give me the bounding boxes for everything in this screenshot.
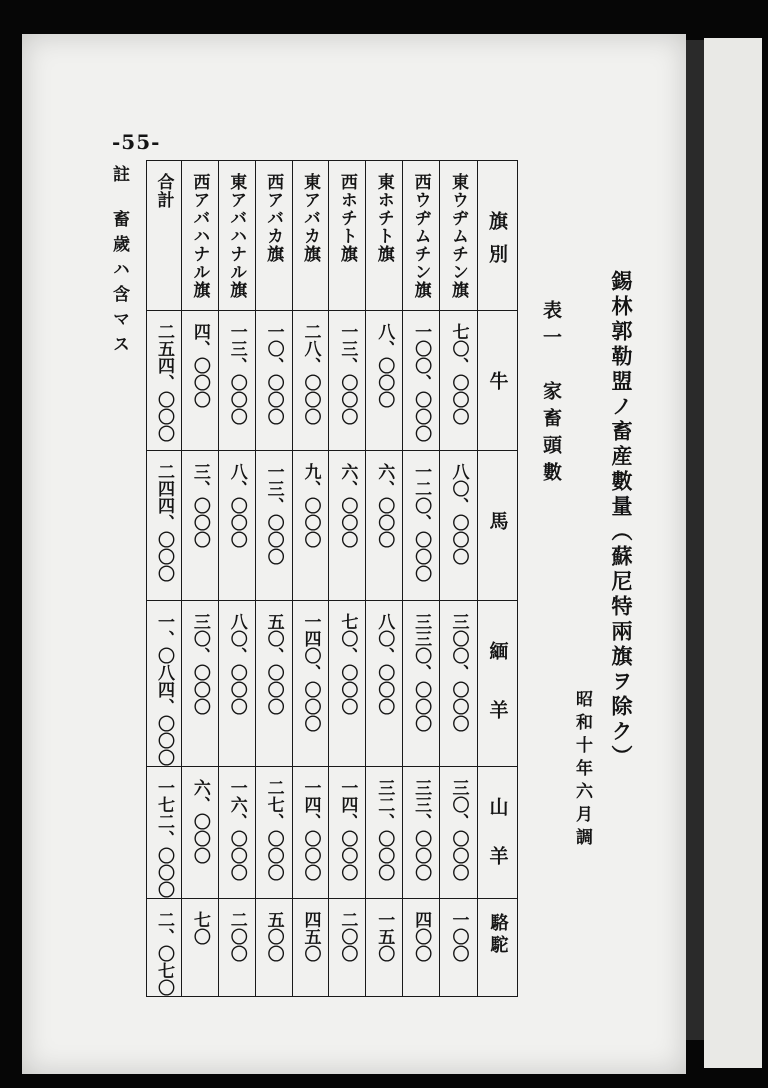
table-cell: 五〇、〇〇〇 [255,601,292,767]
table-cell: 七〇、〇〇〇 [440,311,478,451]
row-name: 東ホチト旗 [366,161,403,311]
table-cell: 七〇、〇〇〇 [329,601,366,767]
table-cell: 一〇〇、〇〇〇 [403,311,440,451]
table-cell: 八、〇〇〇 [218,451,255,601]
table-cell: 一二〇、〇〇〇 [403,451,440,601]
page-number: -55- [112,130,161,154]
table-cell: 五〇〇 [255,899,292,997]
row-name: 西アバカ旗 [255,161,292,311]
table-cell: 二八、〇〇〇 [292,311,329,451]
total-cell: 二四四、〇〇〇 [147,451,182,601]
table-cell: 八〇、〇〇〇 [366,601,403,767]
table-cell: 一四〇、〇〇〇 [292,601,329,767]
table-cell: 七〇 [181,899,218,997]
row-name: 西アバハナル旗 [181,161,218,311]
table-cell: 一三、〇〇〇 [218,311,255,451]
column-header-sheep: 緬羊 [477,601,517,767]
table-cell: 一四、〇〇〇 [292,767,329,899]
row-name: 東アバハナル旗 [218,161,255,311]
table-cell: 三三〇、〇〇〇 [403,601,440,767]
survey-date: 昭和十年六月調 [572,690,592,851]
footnote [107,165,132,360]
livestock-table [146,160,518,997]
page-gutter [686,40,704,1040]
table-cell: 三、〇〇〇 [181,451,218,601]
row-name: 西ウヂムチン旗 [403,161,440,311]
table-cell: 一〇〇 [440,899,478,997]
table-cell: 四、〇〇〇 [181,311,218,451]
table-cell: 八〇、〇〇〇 [440,451,478,601]
table-cell: 三〇、〇〇〇 [181,601,218,767]
page-title: 錫林郭勒盟ノ畜産數量（蘇尼特兩旗ヲ除ク） [609,270,634,770]
table-cell: 八、〇〇〇 [366,311,403,451]
table-cell: 三〇〇、〇〇〇 [440,601,478,767]
column-header-horse: 馬 [477,451,517,601]
table-cell: 一三、〇〇〇 [255,451,292,601]
total-cell: 一、〇八四、〇〇〇 [147,601,182,767]
table-cell: 一三、〇〇〇 [329,311,366,451]
table-cell: 一〇、〇〇〇 [255,311,292,451]
row-name: 東アバカ旗 [292,161,329,311]
column-header-goat: 山羊 [477,767,517,899]
column-header-camel: 駱駝 [477,899,517,997]
table-cell: 一六、〇〇〇 [218,767,255,899]
table-cell: 六、〇〇〇 [366,451,403,601]
table-cell: 六、〇〇〇 [181,767,218,899]
total-cell: 二五四、〇〇〇 [147,311,182,451]
table-cell: 一五〇 [366,899,403,997]
table-cell: 三〇、〇〇〇 [440,767,478,899]
table-cell: 一四、〇〇〇 [329,767,366,899]
header-corner: 旗別 [477,161,517,311]
table-cell: 三三、〇〇〇 [403,767,440,899]
table-cell: 六、〇〇〇 [329,451,366,601]
table-cell: 九、〇〇〇 [292,451,329,601]
table-caption: 表一 家畜頭數 [540,300,562,489]
table-cell: 三二、〇〇〇 [366,767,403,899]
adjacent-page [704,38,762,1068]
table-cell: 二〇〇 [329,899,366,997]
footnote-label: 註 [109,165,129,190]
table-cell: 四〇〇 [403,899,440,997]
table-cell: 二七、〇〇〇 [255,767,292,899]
row-name: 東ウヂムチン旗 [440,161,478,311]
footnote-text: 畜歲ハ含マス [109,210,129,360]
table-cell: 八〇、〇〇〇 [218,601,255,767]
table-cell: 四五〇 [292,899,329,997]
total-cell: 一七二、〇〇〇 [147,767,182,899]
table-cell: 二〇〇 [218,899,255,997]
row-name: 西ホチト旗 [329,161,366,311]
total-label: 合計 [147,161,182,311]
total-cell: 二、〇七〇 [147,899,182,997]
column-header-cattle: 牛 [477,311,517,451]
